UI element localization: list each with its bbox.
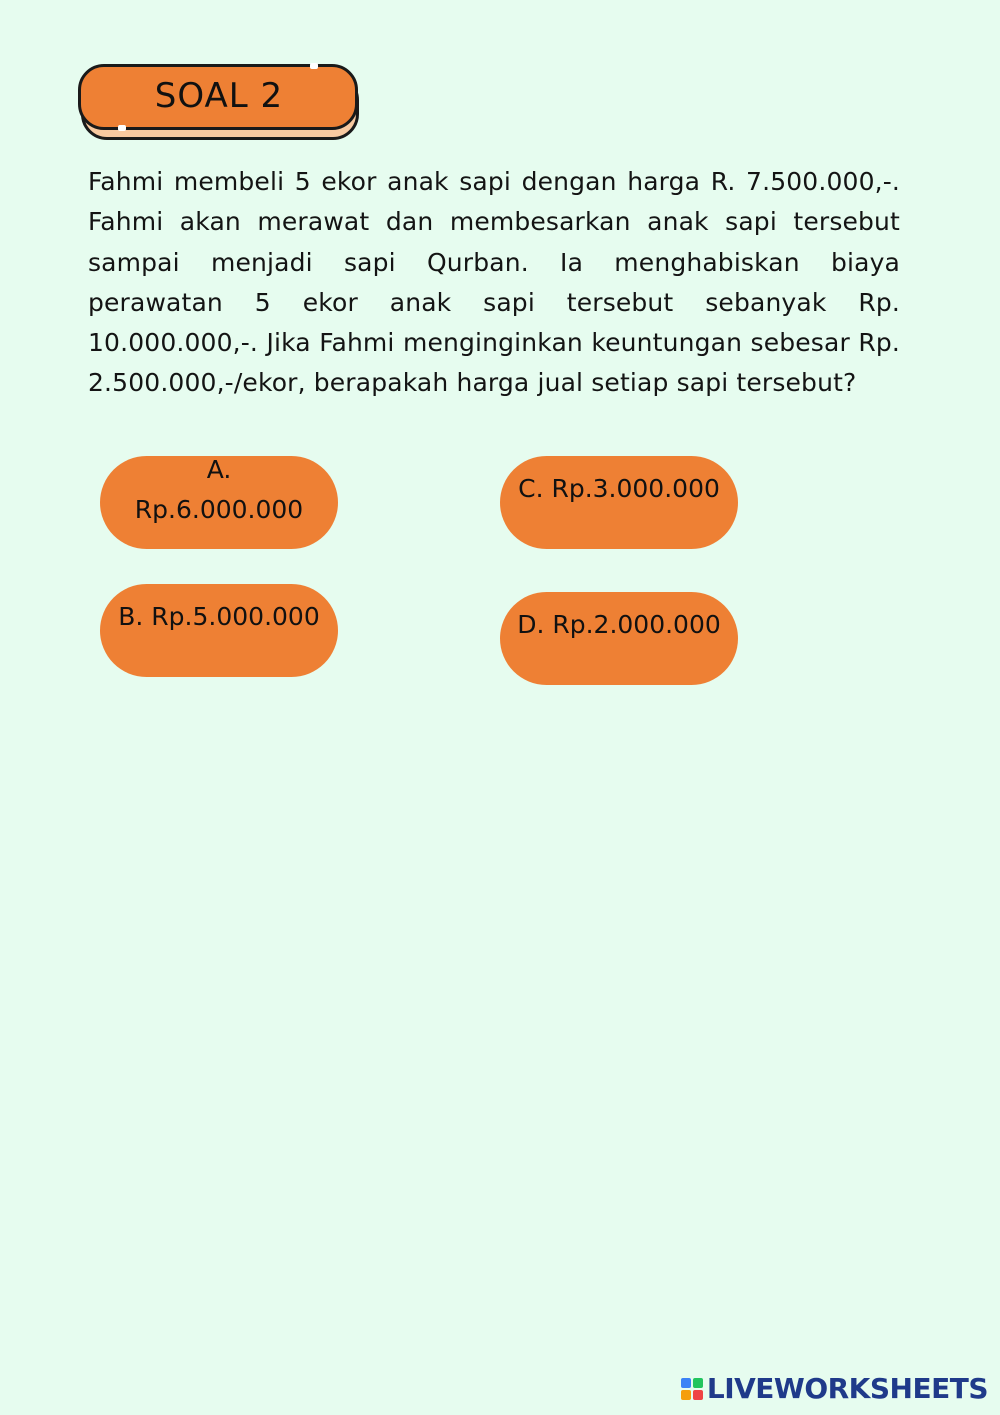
liveworksheets-logo-icon [681, 1378, 703, 1400]
answer-option-a-label: A. Rp.6.000.000 [134, 455, 304, 524]
question-text: Fahmi membeli 5 ekor anak sapi dengan harga R. 7.500.000,-. Fahmi akan merawat dan membesarkan anak sapi tersebut sampai menjadi sapi Qurban. Ia menghabiskan biaya perawatan 5 ekor anak sapi tersebut sebanyak Rp. 10.000.000,-. Jika Fahmi menginginkan keuntungan sebesar Rp. 2.500.000,-/ekor, berapakah harga jual setiap sapi tersebut? [88, 167, 900, 398]
answer-option-a[interactable] [100, 456, 338, 549]
answer-option-b[interactable] [100, 584, 338, 677]
title-badge [78, 64, 362, 144]
title-badge-face [78, 64, 358, 130]
footer-brand [681, 1372, 988, 1405]
answer-option-d-label: D. Rp.2.000.000 [517, 610, 721, 639]
title-badge-highlight [118, 125, 126, 131]
page-title: SOAL 2 [154, 76, 284, 116]
answer-option-c[interactable] [500, 456, 738, 549]
answer-option-b-label: B. Rp.5.000.000 [118, 602, 320, 631]
answer-option-d[interactable] [500, 592, 738, 685]
footer-brand-text: LIVEWORKSHEETS [706, 1372, 988, 1405]
title-badge-highlight [310, 63, 318, 69]
answer-option-c-label: C. Rp.3.000.000 [518, 474, 720, 503]
